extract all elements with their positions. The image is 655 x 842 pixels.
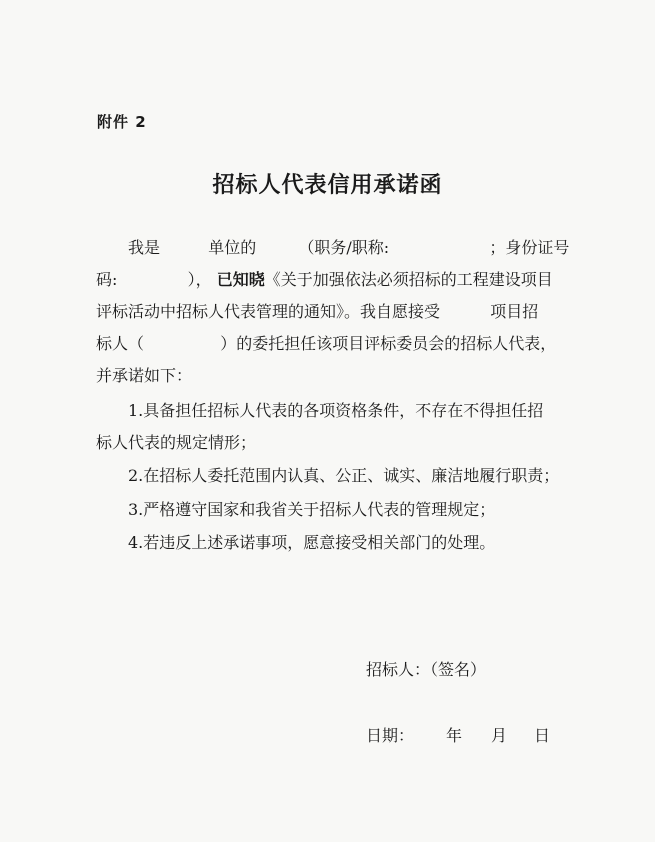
signature-label: 招标人：（签名） — [366, 660, 487, 679]
paragraph-line-4 — [96, 333, 556, 355]
date-month: 月 — [491, 726, 508, 745]
text-position: （职务/职称: — [298, 238, 390, 257]
text-id-number: ；身份证号 — [489, 238, 570, 257]
commitment-item-1: 1.具备担任招标人代表的各项资格条件，不存在不得担任招 — [128, 401, 544, 420]
commitment-item-2: 2.在招标人委托范围内认真、公正、诚实、廉洁地履行职责； — [128, 466, 560, 485]
date-year: 年 — [446, 726, 463, 745]
text-i-am: 我是 — [128, 238, 161, 257]
paragraph-line-5: 并承诺如下： — [96, 366, 193, 385]
text-notice-title: 《关于加强依法必须招标的工程建设项目 — [264, 270, 553, 289]
text-entrusted: ）的委托担任该项目评标委员会的招标人代表， — [220, 334, 557, 353]
commitment-item-4: 4.若违反上述承诺事项，愿意接受相关部门的处理。 — [128, 533, 496, 552]
commitment-item-1-cont: 标人代表的规定情形； — [96, 433, 257, 452]
paragraph-line-3 — [96, 301, 538, 323]
paragraph-line-2 — [96, 269, 553, 291]
text-evaluation: 评标活动中招标人代表管理的通知》。我自愿接受 — [96, 302, 441, 321]
text-tenderer-open: 标人（ — [96, 334, 145, 353]
commitment-item-3: 3.严格遵守国家和我省关于招标人代表的管理规定； — [128, 500, 496, 519]
text-close-paren: ）， — [187, 270, 212, 289]
date-day: 日 — [534, 726, 551, 745]
date-label: 日期： — [366, 726, 415, 745]
text-code: 码: — [96, 270, 118, 289]
paragraph-line-1 — [128, 237, 569, 259]
text-unit: 单位的 — [208, 238, 257, 257]
text-acknowledged: 已知晓 — [216, 270, 265, 289]
document-title: 招标人代表信用承诺函 — [212, 173, 443, 198]
attachment-label: 附件 2 — [97, 113, 147, 131]
text-project: 项目招 — [490, 302, 539, 321]
